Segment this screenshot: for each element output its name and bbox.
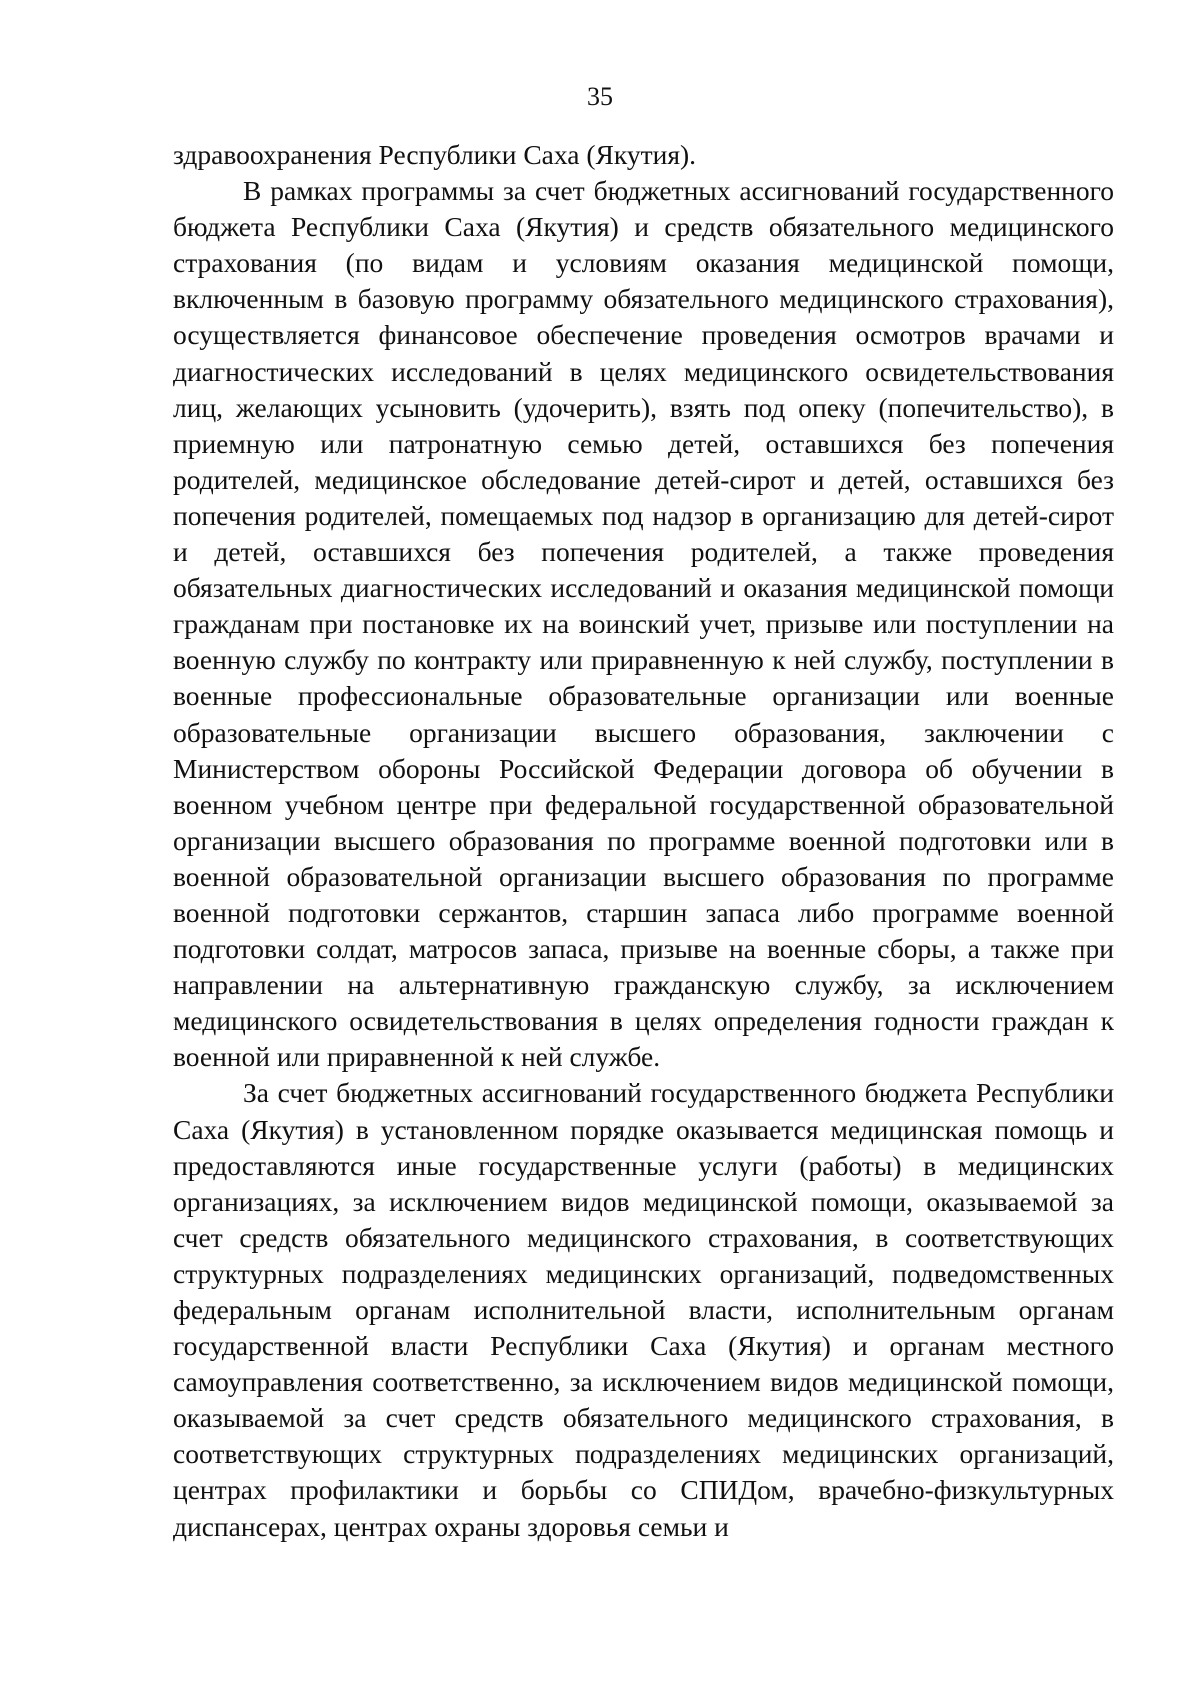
paragraph-program-financing: В рамках программы за счет бюджетных ассигнований государственного бюджета Республики Саха (Якутия) и средств обязательного медицинского страхования (по видам и условиям оказания медицинской помощи, включенным в базовую программу обязательного медицинского страхования), осуществляется финансовое обеспечение проведения осмотров врачами и диагностических исследований в целях медицинского освидетельствования лиц, желающих усыновить (удочерить), взять под опеку (попечительство), в приемную или патронатную семью детей, оставшихся без попечения родителей, медицинское обследование детей-сирот и детей, оставшихся без попечения родителей, помещаемых под надзор в организацию для детей-сирот и детей, оставшихся без попечения родителей, а также проведения обязательных диагностических исследований и оказания медицинской помощи гражданам при постановке их на воинский учет, призыве или поступлении на военную службу по контракту или приравненную к ней службу, поступлении в военные профессиональные образовательные организации или военные образовательные организации высшего образования, заключении с Министерством обороны Российской Федерации договора об обучении в военном учебном центре при федеральной государственной образовательной организации высшего образования по программе военной подготовки или в военной образовательной организации высшего образования по программе военной подготовки сержантов, старшин запаса либо программе военной подготовки солдат, матросов запаса, призыве на военные сборы, а также при направлении на альтернативную гражданскую службу, за исключением медицинского освидетельствования в целях определения годности граждан к военной или приравненной к ней службе. bbox=[173, 175, 1114, 1073]
page-number: 35 bbox=[587, 82, 613, 111]
paragraph-continuation: здравоохранения Республики Саха (Якутия). bbox=[173, 139, 696, 170]
paragraph-budget-assignments: За счет бюджетных ассигнований государственного бюджета Республики Саха (Якутия) в установленном порядке оказывается медицинская помощь и предоставляются иные государственные услуги (работы) в медицинских организациях, за исключением видов медицинской помощи, оказываемой за счет средств обязательного медицинского страхования, в соответствующих структурных подразделениях медицинских организаций, подведомственных федеральным органам исполнительной власти, исполнительным органам государственной власти Республики Саха (Якутия) и органам местного самоуправления соответственно, за исключением видов медицинской помощи, оказываемой за счет средств обязательного медицинского страхования, в соответствующих структурных подразделениях медицинских организаций, центрах профилактики и борьбы со СПИДом, врачебно-физкультурных диспансерах, центрах охраны здоровья семьи и bbox=[173, 1077, 1114, 1542]
document-body bbox=[173, 137, 1114, 1545]
